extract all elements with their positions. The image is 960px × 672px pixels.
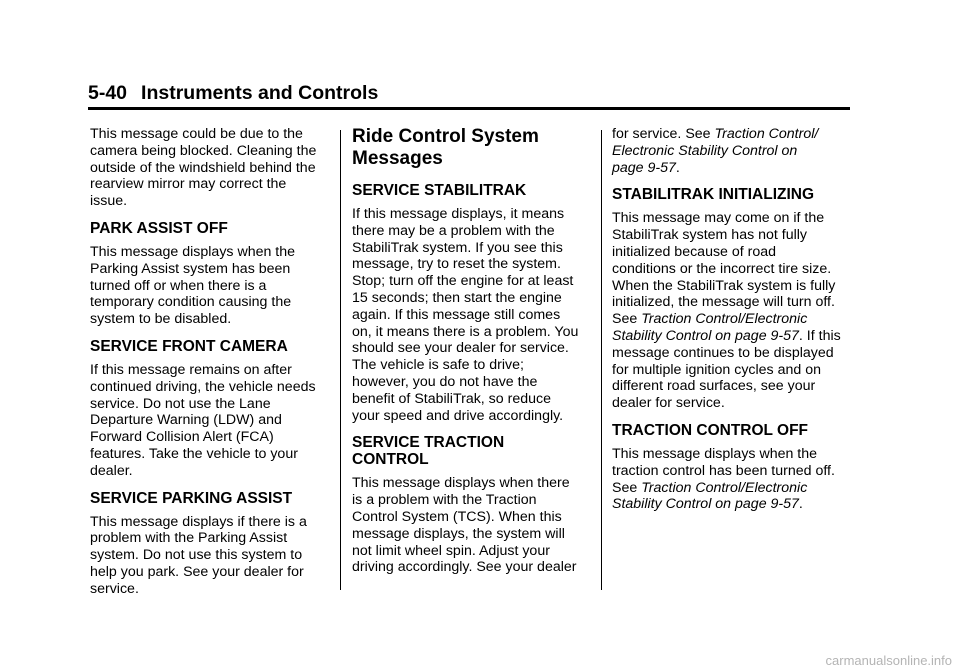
cross-reference-link: page 9-57: [612, 159, 676, 176]
cross-reference-link: Electronic Stability Control on: [612, 142, 798, 159]
column-divider-2: [601, 130, 602, 590]
cross-reference-link: Traction Control/Electronic: [641, 311, 808, 328]
heading-park-assist-off: PARK ASSIST OFF: [90, 219, 228, 237]
column-divider-1: [340, 130, 341, 590]
page-number: 5-40: [88, 82, 128, 104]
heading-traction-control-off: TRACTION CONTROL OFF: [612, 421, 809, 439]
page-title: [88, 80, 850, 106]
paragraph-continuation: for service. See Traction Control/ Electronic Stability Control on page 9-57.: [612, 126, 860, 176]
heading-stabilitrak-initializing: STABILITRAK INITIALIZING: [612, 186, 815, 204]
cross-reference-link: Stability Control on page 9-57: [612, 496, 799, 513]
paragraph-service-front-camera: If this message remains on after continued driving, the vehicle needs service. Do not use the Lane Departure Warning (LDW) and Forward Collision Alert (FCA) features. Take the vehicle to your dealer.: [90, 361, 316, 479]
cross-reference-link: Stability Control on page 9-57: [612, 327, 799, 344]
column-1: [90, 126, 330, 608]
heading-service-stabilitrak: SERVICE STABILITRAK: [352, 182, 527, 199]
paragraph-service-traction-control: This message displays when there is a problem with the Traction Control System (TCS). When this message displays, the system will not limit wheel spin. Adjust your driving accordingly. See your dealer: [352, 475, 577, 576]
page-header: [88, 80, 850, 110]
paragraph-stabilitrak-initializing: This message may come on if the StabiliTrak system has not fully initialized because of road conditions or the incorrect tire size. When the StabiliTrak system is fully initialized, the message will turn off. See Traction Control/Electronic Stability Control on page 9-57. If this message continues to be displayed for multiple ignition cycles and on different road surfaces, see your dealer for service.: [612, 210, 841, 412]
heading-service-front-camera: SERVICE FRONT CAMERA: [90, 337, 288, 355]
cross-reference-link: Traction Control/Electronic: [641, 479, 808, 496]
paragraph-park-assist-off: This message displays when the Parking Assist system has been turned off or when there is a temporary condition causing the system to be disabled.: [90, 243, 296, 328]
heading-service-traction-control: SERVICE TRACTION CONTROL: [352, 434, 505, 469]
intro-paragraph: This message could be due to the camera being blocked. Cleaning the outside of the windshield behind the rearview mirror may correct the issue.: [90, 126, 317, 210]
column-2: [352, 126, 592, 586]
paragraph-service-stabilitrak: If this message displays, it means there may be a problem with the StabiliTrak system. If you see this message, try to reset the system. Stop; turn off the engine for at least 15 seconds; then start the engine again. If this message still comes on, it means there is a problem. You should see your dealer for service. The vehicle is safe to drive; however, you do not have the benefit of StabiliTrak, so reduce your speed and drive accordingly.: [352, 206, 579, 424]
cross-reference-link: Traction Control/: [714, 126, 819, 142]
heading-service-parking-assist: SERVICE PARKING ASSIST: [90, 489, 293, 507]
paragraph-traction-control-off: This message displays when the traction control has been turned off. See Traction Control/Electronic Stability Control on page 9-57.: [612, 445, 835, 513]
watermark: carmanualsonline.info: [825, 653, 952, 668]
column-3: [612, 126, 860, 523]
section-heading-ride-control: Ride Control System Messages: [352, 126, 539, 169]
header-rule: [88, 107, 850, 110]
section-title: Instruments and Controls: [141, 82, 379, 104]
paragraph-service-parking-assist: This message displays if there is a problem with the Parking Assist system. Do not use this system to help you park. See your dealer for service.: [90, 513, 307, 597]
